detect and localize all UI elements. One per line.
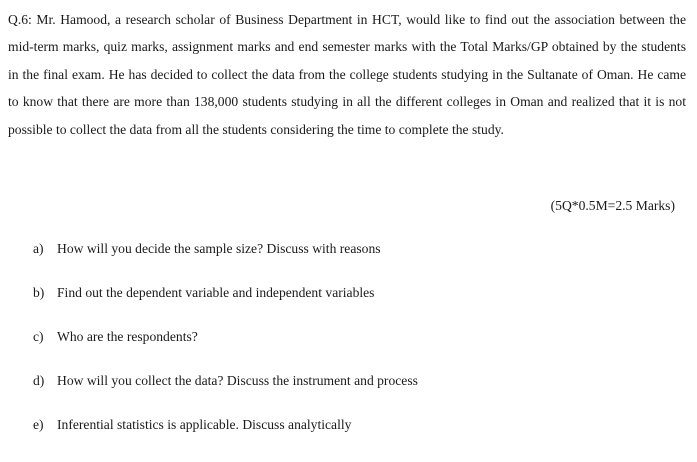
sub-question-text: Who are the respondents? [57, 329, 198, 344]
question-text: Q.6: Mr. Hamood, a research scholar of Business Department in HCT, would like to find out the association between the mid-term marks, quiz marks, assignment marks and end semester marks with the Total Marks/GP obtained by the students in the final exam. He has decided to collect the data from the college students studying in the Sultanate of Oman. He came to know that there are more than 138,000 students studying in all the different colleges in Oman and realized that it is not possible to collect the data from all the students considering the time to complete the study. [8, 12, 686, 137]
sub-question-e [33, 414, 418, 435]
sub-question-letter: d) [33, 373, 45, 388]
sub-question-b [33, 282, 418, 303]
sub-question-list [33, 238, 418, 458]
sub-question-letter: e) [33, 417, 44, 432]
sub-question-letter: a) [33, 241, 44, 256]
sub-question-letter: b) [33, 285, 45, 300]
sub-question-text: How will you collect the data? Discuss the instrument and process [57, 373, 418, 388]
sub-question-a [33, 238, 418, 259]
sub-question-text: Inferential statistics is applicable. Discuss analytically [57, 417, 352, 432]
sub-question-c [33, 326, 418, 347]
sub-question-text: Find out the dependent variable and independent variables [57, 285, 375, 300]
sub-question-text: How will you decide the sample size? Discuss with reasons [57, 241, 381, 256]
sub-question-d [33, 370, 418, 391]
sub-question-letter: c) [33, 329, 44, 344]
marks-allocation: (5Q*0.5M=2.5 Marks) [550, 198, 675, 213]
